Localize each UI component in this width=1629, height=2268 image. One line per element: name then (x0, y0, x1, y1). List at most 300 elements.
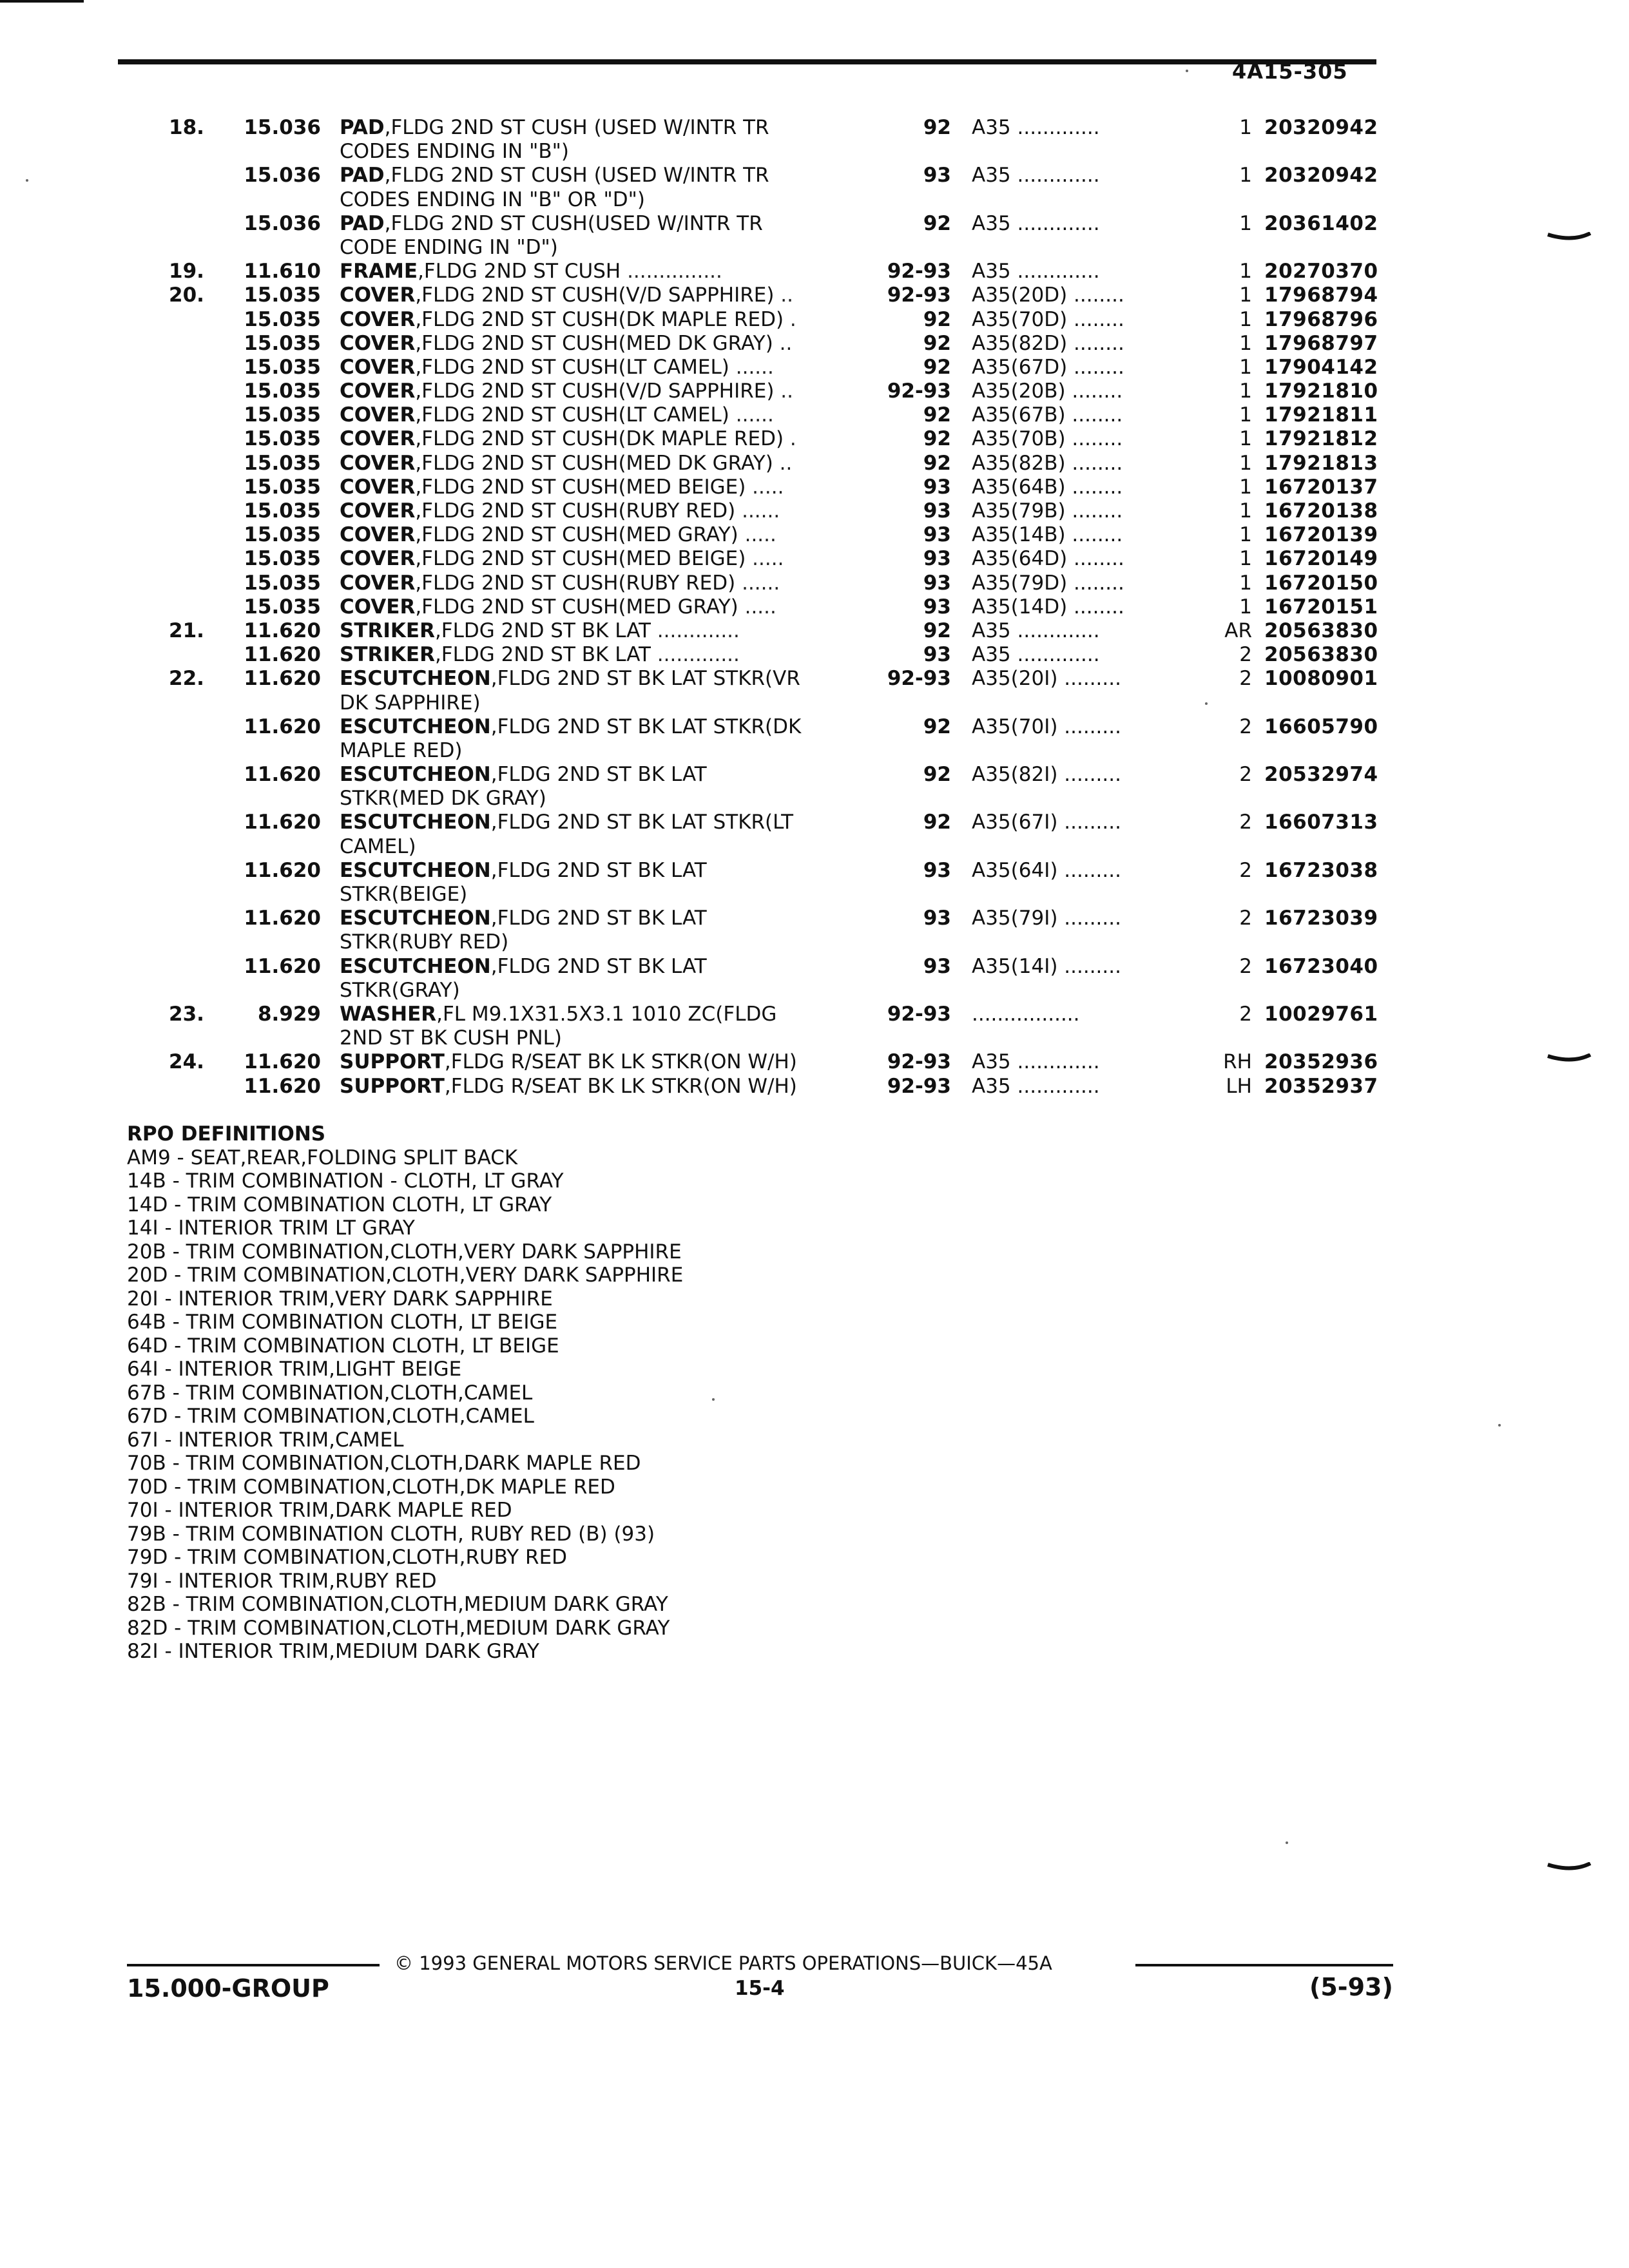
part-row (0, 859, 1629, 883)
part-detail: ,FLDG 2ND ST CUSH(MED BEIGE) (415, 475, 746, 499)
group-number: 11.620 (244, 763, 321, 787)
footer-copyright: © 1993 GENERAL MOTORS SERVICE PARTS OPERATIONS—BUICK—45A (394, 1952, 1052, 1974)
model-year: 92-93 (887, 284, 951, 307)
model-year: 92 (923, 811, 951, 834)
part-description-continued: CAMEL) (340, 834, 416, 858)
part-row (0, 284, 1629, 307)
part-detail: ,FLDG 2ND ST BK LAT (490, 907, 707, 930)
part-detail: ,FLDG 2ND ST CUSH(V/D SAPPHIRE) (415, 380, 775, 403)
group-number: 11.620 (244, 643, 321, 667)
quantity: 1 (1239, 164, 1252, 187)
part-name: COVER (340, 523, 416, 547)
part-description (340, 427, 887, 451)
part-name: COVER (340, 355, 416, 379)
usage-code: A35(79I) ......... (972, 907, 1121, 930)
scan-speck (712, 1398, 715, 1401)
part-description (340, 955, 887, 979)
part-name: PAD (340, 211, 385, 235)
part-description (340, 1003, 887, 1026)
leader-dots: .. (773, 451, 793, 475)
illustration-ref: 21. (169, 619, 204, 642)
model-year: 92 (923, 211, 951, 235)
part-description (340, 907, 887, 930)
usage-code: A35(20D) ........ (972, 284, 1124, 307)
part-detail: ,FLDG 2ND ST CUSH(RUBY RED) (415, 571, 736, 595)
part-description (340, 643, 887, 667)
part-row (0, 1003, 1629, 1026)
part-description (340, 403, 887, 427)
part-number: 17968796 (1264, 307, 1378, 331)
group-number: 11.620 (244, 858, 321, 882)
part-description-continued: STKR(GRAY) (340, 978, 460, 1002)
part-detail: ,FLDG 2ND ST CUSH(V/D SAPPHIRE) (415, 284, 775, 307)
quantity: 1 (1239, 116, 1252, 139)
part-number: 10029761 (1264, 1002, 1378, 1026)
part-number: 17968794 (1264, 284, 1378, 307)
rpo-definition: 64B - TRIM COMBINATION CLOTH, LT BEIGE (127, 1311, 558, 1334)
usage-code: A35 ............. (972, 116, 1100, 139)
usage-code: A35 ............. (972, 1050, 1100, 1074)
part-row (0, 955, 1629, 979)
parts-list (0, 116, 1629, 1099)
leader-dots: ............. (650, 643, 740, 667)
part-number: 17921812 (1264, 427, 1378, 451)
part-detail: ,FLDG 2ND ST BK LAT (490, 954, 707, 978)
part-row (0, 547, 1629, 571)
leader-dots: ...... (735, 499, 780, 523)
group-number: 15.035 (244, 547, 321, 571)
illustration-ref: 22. (169, 667, 204, 691)
illustration-ref: 19. (169, 260, 204, 284)
part-name: ESCUTCHEON (340, 715, 491, 738)
group-number: 15.035 (244, 284, 321, 307)
part-description (340, 116, 887, 140)
usage-code: A35(64D) ........ (972, 547, 1124, 571)
part-number: 17968797 (1264, 331, 1378, 355)
part-detail: ,FLDG 2ND ST CUSH (USED W/INTR TR (384, 116, 769, 139)
model-year: 93 (923, 858, 951, 882)
part-detail: ,FLDG 2ND ST CUSH(MED DK GRAY) (415, 451, 773, 475)
footer-rule-left (127, 1964, 380, 1966)
usage-code: A35(82I) ......... (972, 763, 1121, 787)
leader-dots: ..... (746, 475, 784, 499)
part-row (0, 619, 1629, 643)
part-number: 16720149 (1264, 547, 1378, 571)
model-year: 92-93 (887, 1002, 951, 1026)
part-description (340, 763, 887, 787)
part-detail: ,FLDG 2ND ST CUSH(DK MAPLE RED) (415, 427, 784, 451)
part-description-continued: STKR(MED DK GRAY) (340, 787, 546, 811)
usage-code: A35(64B) ........ (972, 475, 1123, 499)
part-name: WASHER (340, 1002, 437, 1026)
usage-code: A35 ............. (972, 643, 1100, 667)
quantity: 1 (1239, 523, 1252, 547)
part-row (0, 572, 1629, 595)
quantity: RH (1223, 1050, 1252, 1074)
rpo-definition: 14I - INTERIOR TRIM LT GRAY (127, 1216, 415, 1240)
part-row (0, 427, 1629, 451)
model-year: 92 (923, 355, 951, 379)
group-number: 15.035 (244, 403, 321, 427)
group-number: 15.035 (244, 355, 321, 379)
quantity: 2 (1239, 954, 1252, 978)
part-row (0, 116, 1629, 140)
binding-mark-icon (1547, 1862, 1592, 1874)
part-name: SUPPORT (340, 1050, 445, 1074)
part-row-continuation (0, 140, 1629, 164)
quantity: 2 (1239, 858, 1252, 882)
part-number: 20563830 (1264, 643, 1378, 667)
group-number: 15.035 (244, 451, 321, 475)
usage-code: A35(20I) ......... (972, 667, 1121, 691)
part-name: COVER (340, 475, 416, 499)
part-row (0, 260, 1629, 284)
part-description (340, 1075, 887, 1099)
usage-code: A35(14B) ........ (972, 523, 1123, 547)
part-description-continued: CODES ENDING IN "B") (340, 140, 569, 164)
usage-code: A35(79D) ........ (972, 571, 1124, 595)
footer-page-number: 15-4 (735, 1977, 785, 2000)
group-number: 11.620 (244, 811, 321, 834)
quantity: 1 (1239, 475, 1252, 499)
group-number: 15.035 (244, 427, 321, 451)
usage-code: A35(70D) ........ (972, 307, 1124, 331)
part-number: 16723040 (1264, 954, 1378, 978)
part-description (340, 284, 887, 307)
part-row (0, 595, 1629, 619)
illustration-ref: 18. (169, 116, 204, 139)
page-code: 4A15-305 (1232, 59, 1348, 84)
rpo-definition: 64I - INTERIOR TRIM,LIGHT BEIGE (127, 1358, 462, 1381)
model-year: 92 (923, 307, 951, 331)
leader-dots: . (784, 427, 796, 451)
scan-speck (1498, 1424, 1501, 1427)
part-number: 20563830 (1264, 619, 1378, 642)
part-detail: ,FLDG 2ND ST BK LAT (434, 643, 651, 667)
part-row-continuation (0, 835, 1629, 859)
leader-dots: ...... (735, 571, 780, 595)
part-number: 16720139 (1264, 523, 1378, 547)
group-number: 11.610 (244, 260, 321, 284)
quantity: 2 (1239, 907, 1252, 930)
model-year: 93 (923, 595, 951, 619)
quantity: 1 (1239, 427, 1252, 451)
part-name: ESCUTCHEON (340, 811, 491, 834)
part-description (340, 572, 887, 595)
usage-code: A35(64I) ......... (972, 858, 1121, 882)
part-detail: ,FLDG 2ND ST BK LAT STKR(DK (490, 715, 802, 738)
quantity: 1 (1239, 499, 1252, 523)
part-description (340, 380, 887, 403)
group-number: 15.035 (244, 499, 321, 523)
part-number: 20361402 (1264, 211, 1378, 235)
part-detail: ,FLDG 2ND ST CUSH(DK MAPLE RED) (415, 307, 784, 331)
part-description (340, 356, 887, 380)
quantity: AR (1224, 619, 1252, 642)
quantity: 1 (1239, 355, 1252, 379)
part-name: PAD (340, 116, 385, 139)
part-description (340, 547, 887, 571)
part-detail: ,FLDG 2ND ST BK LAT (490, 858, 707, 882)
part-row-continuation (0, 787, 1629, 811)
part-number: 17904142 (1264, 355, 1378, 379)
part-number: 17921810 (1264, 380, 1378, 403)
model-year: 93 (923, 499, 951, 523)
part-name: STRIKER (340, 643, 435, 667)
group-number: 11.620 (244, 907, 321, 930)
part-row-continuation (0, 236, 1629, 260)
rpo-definition: 14D - TRIM COMBINATION CLOTH, LT GRAY (127, 1193, 552, 1216)
part-row (0, 403, 1629, 427)
part-name: ESCUTCHEON (340, 954, 491, 978)
illustration-ref: 24. (169, 1050, 204, 1074)
part-description-continued: CODE ENDING IN "D") (340, 235, 558, 259)
quantity: 2 (1239, 1002, 1252, 1026)
part-detail: ,FLDG 2ND ST CUSH (418, 260, 621, 284)
leader-dots: ...... (729, 403, 774, 427)
rpo-definition: 82B - TRIM COMBINATION,CLOTH,MEDIUM DARK GRAY (127, 1593, 668, 1616)
rpo-definition: 82D - TRIM COMBINATION,CLOTH,MEDIUM DARK GRAY (127, 1616, 670, 1640)
usage-code: A35(82B) ........ (972, 451, 1123, 475)
part-description-continued: STKR(RUBY RED) (340, 930, 509, 954)
part-description (340, 260, 887, 284)
part-row (0, 380, 1629, 403)
group-number: 11.620 (244, 1050, 321, 1074)
part-name: COVER (340, 307, 416, 331)
leader-dots: ..... (738, 523, 776, 547)
part-description-continued: MAPLE RED) (340, 738, 463, 762)
binding-mark-icon (1547, 232, 1592, 244)
part-number: 20320942 (1264, 164, 1378, 187)
usage-code: A35(20B) ........ (972, 380, 1123, 403)
quantity: 2 (1239, 763, 1252, 787)
rpo-definition: 67I - INTERIOR TRIM,CAMEL (127, 1428, 404, 1452)
part-number: 10080901 (1264, 667, 1378, 691)
group-number: 11.620 (244, 667, 321, 691)
group-number: 11.620 (244, 954, 321, 978)
model-year: 92 (923, 715, 951, 738)
part-number: 16720137 (1264, 475, 1378, 499)
model-year: 92 (923, 331, 951, 355)
part-row (0, 523, 1629, 547)
part-name: SUPPORT (340, 1074, 445, 1098)
model-year: 92-93 (887, 380, 951, 403)
part-number: 16720138 (1264, 499, 1378, 523)
part-number: 17921811 (1264, 403, 1378, 427)
model-year: 93 (923, 954, 951, 978)
part-detail: ,FLDG 2ND ST CUSH(MED GRAY) (415, 523, 738, 547)
rpo-definitions (127, 1122, 683, 1664)
part-detail: ,FLDG 2ND ST CUSH(MED BEIGE) (415, 547, 746, 571)
rpo-definition: 20I - INTERIOR TRIM,VERY DARK SAPPHIRE (127, 1287, 553, 1311)
rpo-definition: 82I - INTERIOR TRIM,MEDIUM DARK GRAY (127, 1640, 539, 1663)
scan-speck (1286, 1841, 1288, 1844)
part-description (340, 332, 887, 356)
model-year: 92-93 (887, 1074, 951, 1098)
binding-mark-icon (1547, 1053, 1592, 1065)
quantity: 2 (1239, 667, 1252, 691)
rpo-definition: AM9 - SEAT,REAR,FOLDING SPLIT BACK (127, 1146, 518, 1169)
rpo-definition: 64D - TRIM COMBINATION CLOTH, LT BEIGE (127, 1334, 559, 1358)
part-detail: ,FLDG 2ND ST CUSH(MED GRAY) (415, 595, 738, 619)
part-number: 20320942 (1264, 116, 1378, 139)
group-number: 15.035 (244, 571, 321, 595)
model-year: 93 (923, 475, 951, 499)
usage-code: A35 ............. (972, 619, 1100, 642)
model-year: 93 (923, 643, 951, 667)
part-row (0, 332, 1629, 356)
model-year: 92 (923, 427, 951, 451)
model-year: 92-93 (887, 1050, 951, 1074)
usage-code: A35 ............. (972, 1074, 1100, 1098)
leader-dots: ............. (650, 619, 740, 642)
group-number: 11.620 (244, 619, 321, 642)
illustration-ref: 23. (169, 1002, 204, 1026)
leader-dots: ..... (746, 547, 784, 571)
part-number: 16720151 (1264, 595, 1378, 619)
quantity: 2 (1239, 715, 1252, 738)
model-year: 92 (923, 403, 951, 427)
quantity: 1 (1239, 260, 1252, 284)
model-year: 92 (923, 763, 951, 787)
part-description (340, 476, 887, 499)
rpo-definition: 79I - INTERIOR TRIM,RUBY RED (127, 1569, 437, 1593)
group-number: 15.036 (244, 211, 321, 235)
group-number: 11.620 (244, 1074, 321, 1098)
part-description (340, 452, 887, 476)
part-detail: ,FL M9.1X31.5X3.1 1010 ZC(FLDG (436, 1002, 777, 1026)
part-description-continued: 2ND ST BK CUSH PNL) (340, 1026, 562, 1050)
part-number: 16607313 (1264, 811, 1378, 834)
part-row (0, 164, 1629, 187)
quantity: 1 (1239, 211, 1252, 235)
part-name: ESCUTCHEON (340, 667, 491, 691)
group-number: 15.036 (244, 164, 321, 187)
usage-code: A35 ............. (972, 164, 1100, 187)
part-row-continuation (0, 691, 1629, 715)
part-number: 20352937 (1264, 1074, 1378, 1098)
group-number: 15.035 (244, 307, 321, 331)
quantity: 2 (1239, 811, 1252, 834)
quantity: 1 (1239, 403, 1252, 427)
part-description (340, 619, 887, 643)
part-description (340, 308, 887, 332)
group-number: 15.035 (244, 331, 321, 355)
usage-code: A35 ............. (972, 211, 1100, 235)
part-name: ESCUTCHEON (340, 907, 491, 930)
group-number: 15.035 (244, 380, 321, 403)
rpo-definition: 70I - INTERIOR TRIM,DARK MAPLE RED (127, 1499, 512, 1522)
part-detail: ,FLDG 2ND ST CUSH (USED W/INTR TR (384, 164, 769, 187)
part-name: COVER (340, 331, 416, 355)
part-row-continuation (0, 930, 1629, 954)
part-row-continuation (0, 883, 1629, 907)
part-number: 16605790 (1264, 715, 1378, 738)
part-row (0, 643, 1629, 667)
part-description (340, 212, 887, 236)
part-description-continued: DK SAPPHIRE) (340, 691, 481, 715)
scan-speck (1186, 70, 1188, 72)
part-row-continuation (0, 979, 1629, 1003)
part-description (340, 715, 887, 739)
model-year: 92 (923, 619, 951, 642)
rpo-definition: 79D - TRIM COMBINATION,CLOTH,RUBY RED (127, 1546, 568, 1569)
quantity: 1 (1239, 331, 1252, 355)
leader-dots: .. (773, 331, 793, 355)
part-row (0, 907, 1629, 930)
quantity: 1 (1239, 451, 1252, 475)
part-name: COVER (340, 595, 416, 619)
usage-code: A35(67B) ........ (972, 403, 1123, 427)
part-row (0, 356, 1629, 380)
rpo-definition: 67D - TRIM COMBINATION,CLOTH,CAMEL (127, 1405, 534, 1428)
part-row-continuation (0, 188, 1629, 212)
part-name: STRIKER (340, 619, 435, 642)
part-row (0, 499, 1629, 523)
rpo-definition: 20B - TRIM COMBINATION,CLOTH,VERY DARK SAPPHIRE (127, 1240, 682, 1264)
scan-speck (1205, 702, 1208, 705)
part-description (340, 811, 887, 834)
part-row (0, 763, 1629, 787)
model-year: 93 (923, 523, 951, 547)
part-number: 20532974 (1264, 763, 1378, 787)
part-name: COVER (340, 451, 416, 475)
part-description (340, 164, 887, 187)
model-year: 92 (923, 116, 951, 139)
part-name: ESCUTCHEON (340, 763, 491, 787)
part-row (0, 1075, 1629, 1099)
part-row-continuation (0, 1026, 1629, 1050)
part-row (0, 308, 1629, 332)
model-year: 93 (923, 571, 951, 595)
model-year: 93 (923, 547, 951, 571)
group-number: 15.035 (244, 595, 321, 619)
part-name: COVER (340, 284, 416, 307)
part-row-continuation (0, 739, 1629, 763)
part-detail: ,FLDG 2ND ST CUSH(USED W/INTR TR (384, 211, 763, 235)
part-detail: ,FLDG 2ND ST BK LAT (434, 619, 651, 642)
part-name: FRAME (340, 260, 418, 284)
usage-code: A35(82D) ........ (972, 331, 1124, 355)
part-number: 16720150 (1264, 571, 1378, 595)
illustration-ref: 20. (169, 284, 204, 307)
group-number: 15.036 (244, 116, 321, 139)
model-year: 92-93 (887, 260, 951, 284)
rpo-definition: 14B - TRIM COMBINATION - CLOTH, LT GRAY (127, 1169, 564, 1193)
rpo-definition: 67B - TRIM COMBINATION,CLOTH,CAMEL (127, 1381, 533, 1405)
group-number: 15.035 (244, 475, 321, 499)
part-detail: ,FLDG R/SEAT BK LK STKR(ON W/H) (444, 1050, 797, 1074)
quantity: 1 (1239, 547, 1252, 571)
quantity: 1 (1239, 380, 1252, 403)
part-name: COVER (340, 403, 416, 427)
usage-code: ................. (972, 1002, 1080, 1026)
part-detail: ,FLDG 2ND ST CUSH(MED DK GRAY) (415, 331, 773, 355)
header-rule (118, 59, 1376, 64)
part-description (340, 859, 887, 883)
rpo-definition: 70D - TRIM COMBINATION,CLOTH,DK MAPLE RED (127, 1475, 615, 1499)
rpo-definition: 70B - TRIM COMBINATION,CLOTH,DARK MAPLE RED (127, 1452, 641, 1475)
part-name: COVER (340, 427, 416, 451)
usage-code: A35(70I) ......... (972, 715, 1121, 738)
group-number: 11.620 (244, 715, 321, 738)
rpo-title: RPO DEFINITIONS (127, 1122, 326, 1146)
leader-dots: ..... (738, 595, 776, 619)
quantity: 1 (1239, 595, 1252, 619)
scan-speck (26, 179, 28, 182)
model-year: 92-93 (887, 667, 951, 691)
part-number: 20270370 (1264, 260, 1378, 284)
